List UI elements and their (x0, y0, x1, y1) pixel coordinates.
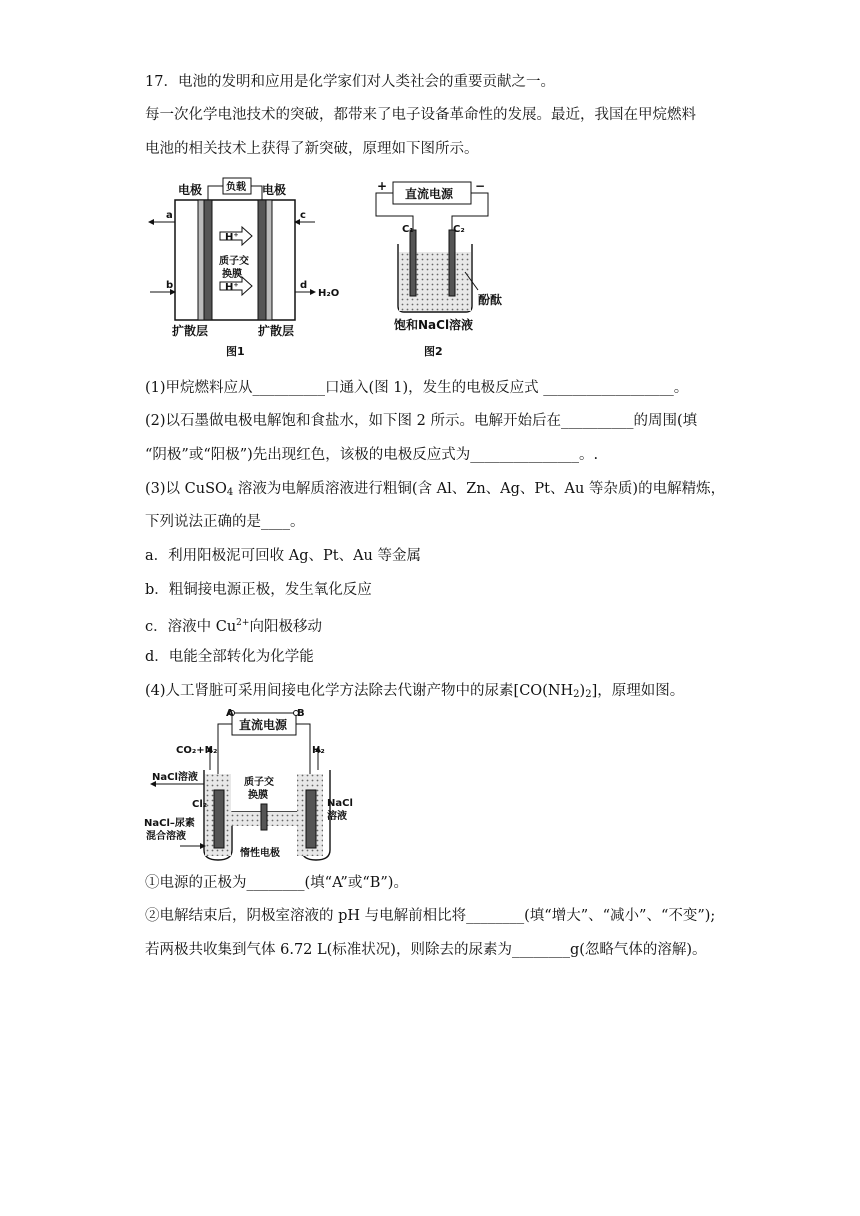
option-c: c．溶液中 $Cu^{2+}$向阳极移动 (145, 618, 322, 635)
option-a: a．利用阳极泥可回收 Ag、Pt、Au 等金属 (145, 548, 422, 564)
h2-label: H₂ (312, 745, 325, 756)
mixture-label-line2: 混合溶液 (146, 831, 186, 842)
question-intro-line2: 电池的相关技术上获得了新突破，原理如下图所示。 (145, 141, 479, 157)
co2-n2-label: CO₂+N₂ (176, 745, 218, 756)
question-part-4-sub1: ①电源的正极为________(填“A”或“B”)。 (145, 875, 408, 891)
figure-1-and-2 (140, 172, 540, 362)
mixture-label-line1: NaCl–尿素 (144, 818, 195, 829)
figure-1-caption: 图1 (226, 345, 245, 358)
membrane-label-line1: 质子交 (219, 256, 249, 267)
question-part-2-line1: (2)以石墨做电极电解饱和食盐水，如下图 2 所示。电解开始后在__________的周围(填 (145, 413, 698, 429)
question-part-4-sub2-line1: ②电解结束后，阴极室溶液的 pH 与电解前相比将________(填“增大”、“减小”、“不变”); (145, 908, 716, 924)
membrane-label-line2: 换膜 (222, 269, 242, 280)
question-title: 17．电池的发明和应用是化学家们对人类社会的重要贡献之一。 (145, 74, 555, 90)
electrolysis-diagram (376, 179, 502, 358)
cl2-label: Cl₂ (192, 799, 208, 810)
port-b: b (166, 280, 174, 291)
port-c: c (300, 210, 306, 221)
figure-2-caption: 图2 (424, 345, 443, 358)
water-label: H₂O (318, 288, 340, 299)
option-d: d．电能全部转化为化学能 (145, 649, 314, 665)
nacl-right-line2: 溶液 (327, 811, 347, 822)
question-part-3-line1: (3)以 CuSO$_4$ 溶液为电解质溶液进行粗铜(含 Al、Zn、Ag、Pt、Au 等杂质)的电解精炼， (145, 481, 726, 498)
question-part-1: (1)甲烷燃料应从__________口通入(图 1)，发生的电极反应式 __________________。 (145, 380, 689, 396)
hplus-lower: H⁺ (225, 282, 239, 293)
terminal-b: B (297, 708, 305, 719)
plus-sign: + (377, 179, 388, 193)
load-label: 负载 (226, 182, 246, 193)
nacl-outlet-label: NaCl溶液 (152, 772, 198, 783)
diffusion-right-label: 扩散层 (258, 324, 295, 338)
inert-electrode-label: 惰性电极 (240, 848, 280, 859)
solution-label: 饱和NaCl溶液 (394, 318, 474, 332)
figure3-membrane-line2: 换膜 (248, 790, 268, 801)
minus-sign: − (475, 179, 486, 193)
fuel-cell-diagram (148, 178, 339, 358)
nacl-right-line1: NaCl (327, 798, 353, 809)
option-b: b．粗铜接电源正极，发生氧化反应 (145, 582, 372, 598)
phenolphthalein-label: 酚酞 (478, 293, 503, 307)
diffusion-left-label: 扩散层 (172, 324, 209, 338)
question-intro-line1: 每一次化学电池技术的突破，都带来了电子设备革命性的发展。最近，我国在甲烷燃料 (145, 107, 696, 123)
hplus-upper: H⁺ (225, 232, 239, 243)
electrode-c1: C₁ (402, 224, 414, 235)
terminal-a: A (226, 708, 234, 719)
question-part-3-line2: 下列说法正确的是____。 (145, 514, 305, 530)
electrode-c2: C₂ (453, 224, 465, 235)
port-d: d (300, 280, 308, 291)
artificial-kidney-diagram (140, 708, 370, 863)
port-a: a (166, 210, 173, 221)
electrode-left-label: 电极 (178, 183, 203, 197)
dc-power-label: 直流电源 (405, 187, 454, 201)
figure3-membrane-line1: 质子交 (244, 777, 274, 788)
question-part-4: (4)人工肾脏可采用间接电化学方法除去代谢产物中的尿素$[CO(NH_2)_2]$，原理如图。 (145, 683, 685, 700)
figure3-power-label: 直流电源 (239, 718, 288, 732)
question-part-4-sub2-line2: 若两极共收集到气体 6.72 L(标准状况)，则除去的尿素为________g(忽略气体的溶解)。 (145, 942, 707, 958)
question-part-2-line2: “阴极”或“阳极”)先出现红色，该极的电极反应式为_______________。. (145, 447, 599, 463)
electrode-right-label: 电极 (262, 183, 287, 197)
